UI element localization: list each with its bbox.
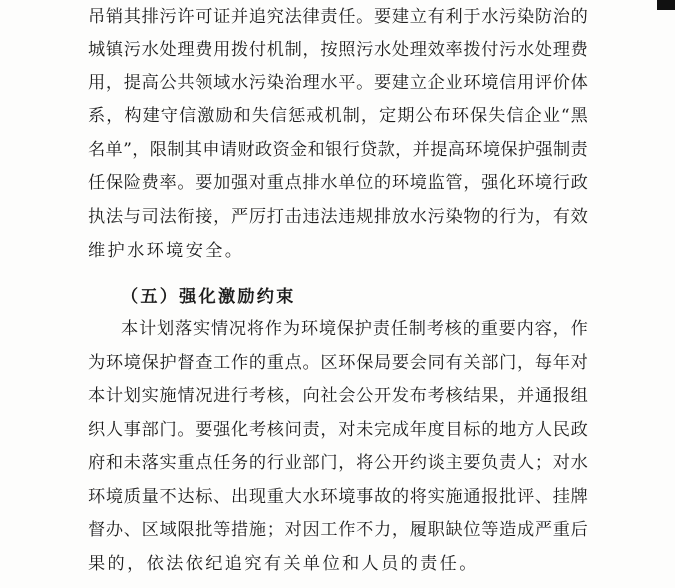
scan-edge-mark xyxy=(657,0,675,10)
para2-line: 果的，依法依纪追究有关单位和人员的责任。 xyxy=(88,554,479,574)
para2-line: 为 环 境 保 护 督 查 工 作 的 重 点 。 区 环 保 局 要 会 同 有 关 部 门 ， 每 年 对 xyxy=(88,353,588,373)
para1-line: 执 法 与 司 法 衔 接 ， 严 厉 打 击 违 法 违 规 排 放 水 污 染 物 的 行 为 ， 有 效 xyxy=(88,207,588,227)
para2-line: 督 办 、 区 域 限 批 等 措 施 ； 对 因 工 作 不 力 ， 履 职 缺 位 等 造 成 严 重 后 xyxy=(88,520,588,540)
section-heading: （五）强化激励约束 xyxy=(121,287,296,307)
para2-line: 织 人 事 部 门 。 要 强 化 考 核 问 责 ， 对 未 完 成 年 度 目 标 的 地 方 人 民 政 xyxy=(88,420,588,440)
para1-line: 用 ， 提 高 公 共 领 域 水 污 染 治 理 水 平 。 要 建 立 企 业 环 境 信 用 评 价 体 xyxy=(88,73,588,93)
para2-line: 府 和 未 落 实 重 点 任 务 的 行 业 部 门 ， 将 公 开 约 谈 主 要 负 责 人 ； 对 水 xyxy=(88,453,588,473)
para2-line: 环 境 质 量 不 达 标 、 出 现 重 大 水 环 境 事 故 的 将 实 施 通 报 批 评 、 挂 牌 xyxy=(88,487,588,507)
para1-line: 吊 销 其 排 污 许 可 证 并 追 究 法 律 责 任 。 要 建 立 有 利 于 水 污 染 防 治 的 xyxy=(88,7,588,27)
para1-line: 城 镇 污 水 处 理 费 用 拨 付 机 制 ， 按 照 污 水 处 理 效 率 拨 付 污 水 处 理 费 xyxy=(88,40,588,60)
para1-line: 名 单 ” ， 限 制 其 申 请 财 政 资 金 和 银 行 贷 款 ， 并 提 高 环 境 保 护 强 制 责 xyxy=(88,140,588,160)
para1-line: 任 保 险 费 率 。 要 加 强 对 重 点 排 水 单 位 的 环 境 监 管 ， 强 化 环 境 行 政 xyxy=(88,173,588,193)
para2-line: 本 计 划 实 施 情 况 进 行 考 核 ， 向 社 会 公 开 发 布 考 核 结 果 ， 并 通 报 组 xyxy=(88,386,588,406)
para1-line: 维护水环境安全。 xyxy=(88,241,245,261)
para2-line: 本 计 划 落 实 情 况 将 作 为 环 境 保 护 责 任 制 考 核 的 重 要 内 容 ， 作 xyxy=(121,319,588,339)
para1-line: 系 ， 构 建 守 信 激 励 和 失 信 惩 戒 机 制 ， 定 期 公 布 环 保 失 信 企 业 “ 黑 xyxy=(88,106,588,126)
